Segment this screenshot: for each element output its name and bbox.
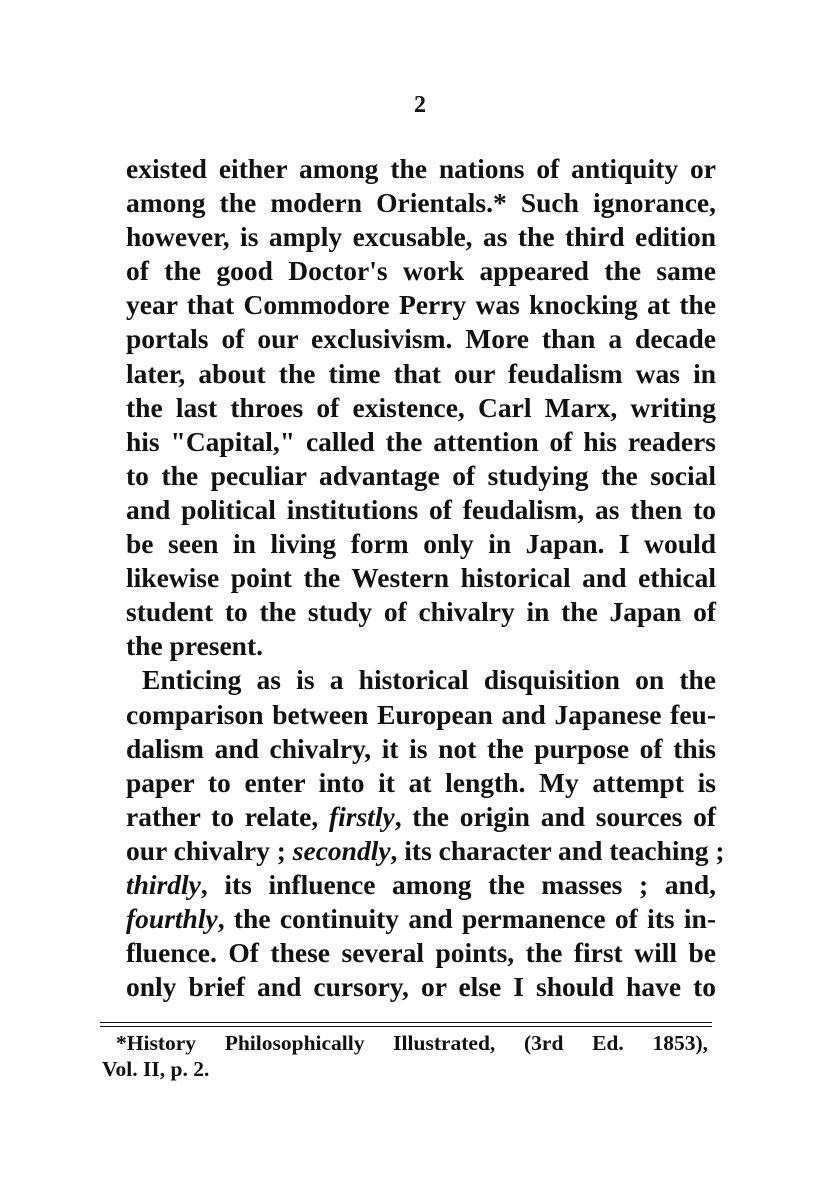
text-line: fourthly, the continuity and permanence of its in- — [126, 903, 716, 935]
text-line: his "Capital," called the attention of his readers — [126, 425, 716, 457]
text-line: our chivalry ; secondly, its character and teaching ; — [126, 834, 725, 866]
text-line: thirdly, its influence among the masses ; and, — [126, 868, 716, 900]
text-line: however, is amply excusable, as the third edition — [126, 221, 716, 253]
text-line: later, about the time that our feudalism was in — [126, 357, 716, 389]
page-number: 2 — [414, 92, 426, 118]
text-line: student to the study of chivalry in the Japan of — [126, 596, 716, 628]
text-line: year that Commodore Perry was knocking at the — [126, 289, 716, 321]
footnote-line: Vol. II, p. 2. — [102, 1057, 210, 1081]
text-line: dalism and chivalry, it is not the purpose of this — [126, 732, 716, 764]
text-line: of the good Doctor's work appeared the same — [126, 255, 716, 287]
text-line: existed either among the nations of antiquity or — [126, 153, 716, 184]
body-text — [126, 152, 725, 1004]
text-line: to the peculiar advantage of studying the social — [126, 459, 716, 491]
text-line: be seen in living form only in Japan. I would — [126, 528, 716, 560]
footnote-divider — [100, 1022, 712, 1027]
text-line: Enticing as is a historical disquisition on the — [142, 664, 716, 696]
footnote — [102, 1030, 708, 1082]
text-line: fluence. Of these several points, the first will be — [126, 937, 716, 969]
text-line: rather to relate, firstly, the origin and sources of — [126, 800, 716, 832]
text-line: paper to enter into it at length. My attempt is — [126, 766, 716, 798]
text-line: only brief and cursory, or else I should have to — [126, 971, 716, 1003]
text-line: among the modern Orientals.* Such ignorance, — [126, 187, 716, 219]
text-line: portals of our exclusivism. More than a decade — [126, 323, 716, 355]
text-line: likewise point the Western historical and ethical — [126, 562, 716, 594]
text-line: comparison between European and Japanese feu- — [126, 698, 716, 730]
footnote-line: *History Philosophically Illustrated, (3rd Ed. 1853), — [116, 1031, 708, 1055]
text-line: the last throes of existence, Carl Marx, writing — [126, 391, 716, 423]
text-line: the present. — [126, 630, 263, 662]
text-line: and political institutions of feudalism, as then to — [126, 493, 716, 525]
